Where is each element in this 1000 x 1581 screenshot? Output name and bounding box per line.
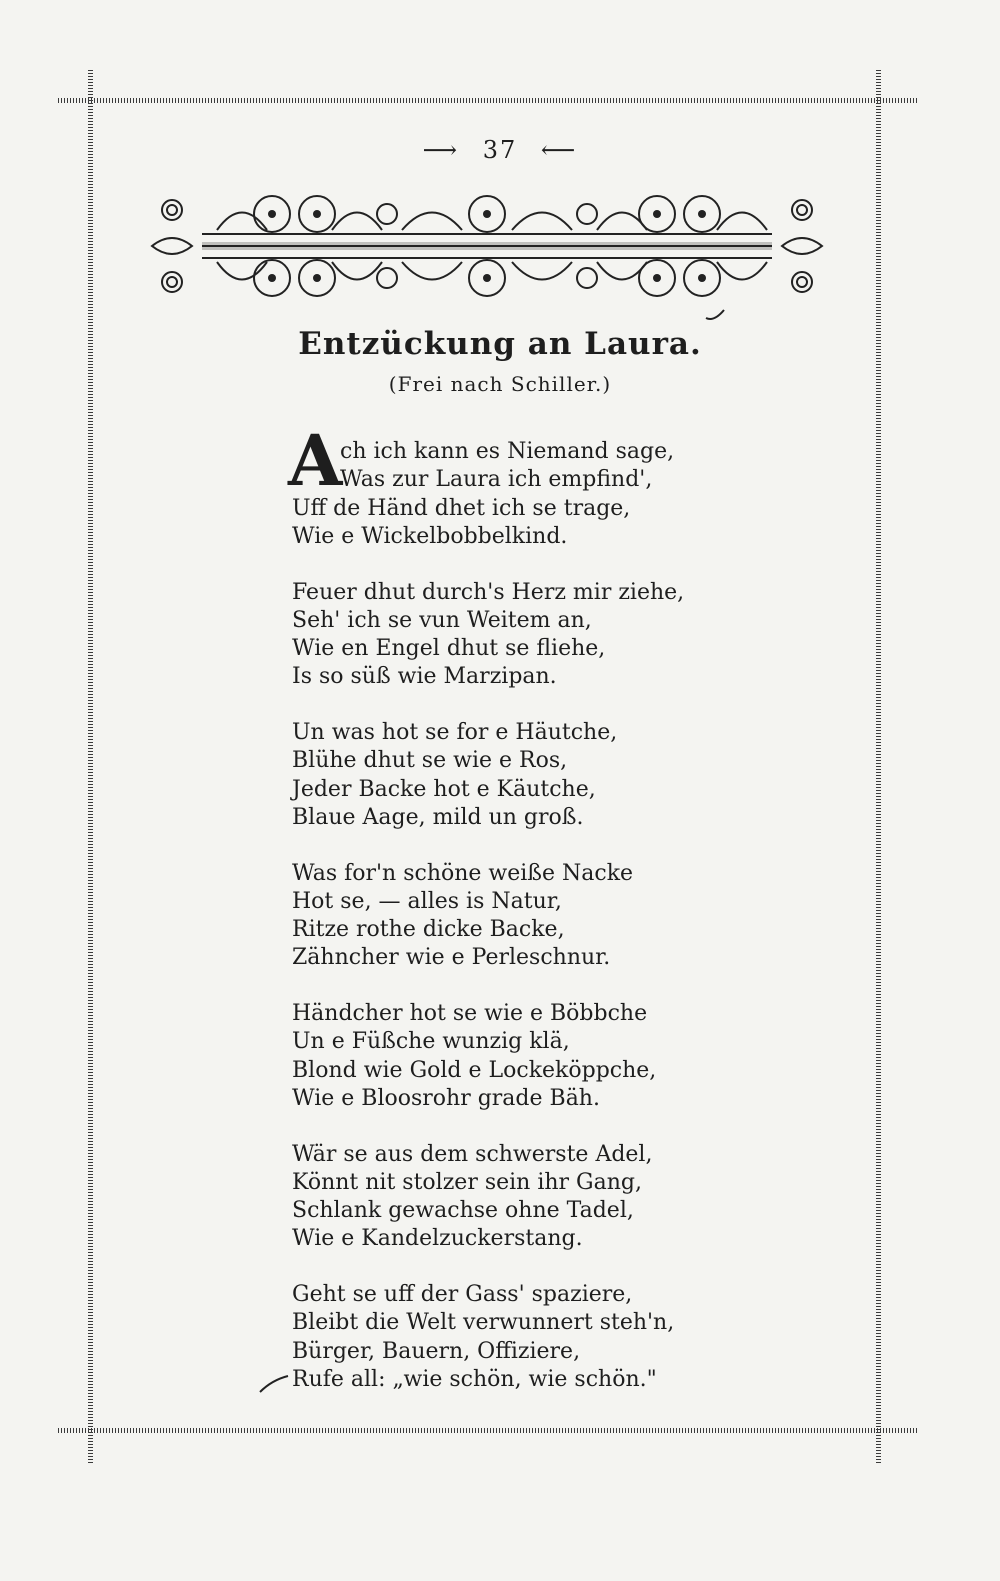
stanza bbox=[292, 579, 732, 692]
verse-line: Zähncher wie e Perleschnur. bbox=[292, 945, 611, 971]
verse-line: Händcher hot se wie e Böbbche bbox=[292, 1001, 648, 1026]
verse-line: Wie e Wickelbobbelkind. bbox=[292, 523, 568, 549]
verse-line: Wär se aus dem schwerste Adel, bbox=[292, 1141, 653, 1167]
verse-line: Feuer dhut durch's Herz mir ziehe, bbox=[292, 579, 685, 605]
verse-line: Was zur Laura ich empfind', bbox=[340, 467, 653, 493]
drop-capital: A bbox=[288, 419, 343, 502]
stanza bbox=[292, 860, 732, 973]
page-number bbox=[0, 136, 1000, 164]
right-flourish-icon: ⟵ bbox=[540, 136, 578, 164]
verse-line: Bürger, Bauern, Offiziere, bbox=[292, 1338, 581, 1364]
verse-line: Blaue Aage, mild un groß. bbox=[292, 804, 584, 830]
pen-tick-icon bbox=[704, 308, 726, 324]
verse-line: Hot se, — alles is Natur, bbox=[292, 888, 562, 914]
verse-line: Geht se uff der Gass' spaziere, bbox=[292, 1282, 633, 1307]
verse-line: Wie e Kandelzuckerstang. bbox=[292, 1226, 583, 1252]
verse-line: Was for'n schöne weiße Nacke bbox=[292, 860, 634, 886]
verse-line: Blond wie Gold e Lockeköppche, bbox=[292, 1057, 657, 1083]
verse-line: Wie e Bloosrohr grade Bäh. bbox=[292, 1085, 600, 1111]
verse-line: Blühe dhut se wie e Ros, bbox=[292, 748, 568, 774]
verse-line: Ritze rothe dicke Backe, bbox=[292, 917, 565, 942]
verse-line: Seh' ich se vun Weitem an, bbox=[292, 607, 592, 633]
poem-title: Entzückung an Laura. bbox=[298, 326, 702, 362]
stanza bbox=[292, 1000, 732, 1113]
verse-line: Uff de Händ dhet ich se trage, bbox=[292, 495, 631, 521]
stanza bbox=[292, 1141, 732, 1254]
right-border bbox=[876, 70, 881, 1465]
poem-subtitle: (Frei nach Schiller.) bbox=[388, 372, 612, 396]
verse-line: Wie en Engel dhut se fliehe, bbox=[292, 636, 606, 661]
page-number-value: 37 bbox=[482, 136, 518, 164]
top-border bbox=[58, 98, 918, 103]
poem-body bbox=[288, 419, 732, 1422]
verse-line: Jeder Backe hot e Käutche, bbox=[292, 776, 596, 802]
verse-line: Schlank gewachse ohne Tadel, bbox=[292, 1198, 634, 1223]
verse-line: Rufe all: „wie schön, wie schön." bbox=[292, 1366, 657, 1392]
left-border bbox=[88, 70, 93, 1465]
ornament-band-icon bbox=[142, 190, 832, 302]
verse-line: Un was hot se for e Häutche, bbox=[292, 720, 618, 745]
verse-line: Bleibt die Welt verwunnert steh'n, bbox=[292, 1310, 675, 1336]
bottom-border bbox=[58, 1428, 918, 1433]
stanza bbox=[292, 438, 732, 551]
verse-line: ch ich kann es Niemand sage, bbox=[340, 439, 675, 464]
stanza bbox=[292, 719, 732, 832]
verse-line: Un e Füßche wunzig klä, bbox=[292, 1029, 570, 1055]
verse-line: Könnt nit stolzer sein ihr Gang, bbox=[292, 1169, 642, 1195]
pen-mark-icon bbox=[258, 1372, 290, 1396]
verse-line: Is so süß wie Marzipan. bbox=[292, 664, 557, 690]
stanza bbox=[292, 1281, 732, 1394]
left-flourish-icon: ⟶ bbox=[422, 136, 460, 164]
